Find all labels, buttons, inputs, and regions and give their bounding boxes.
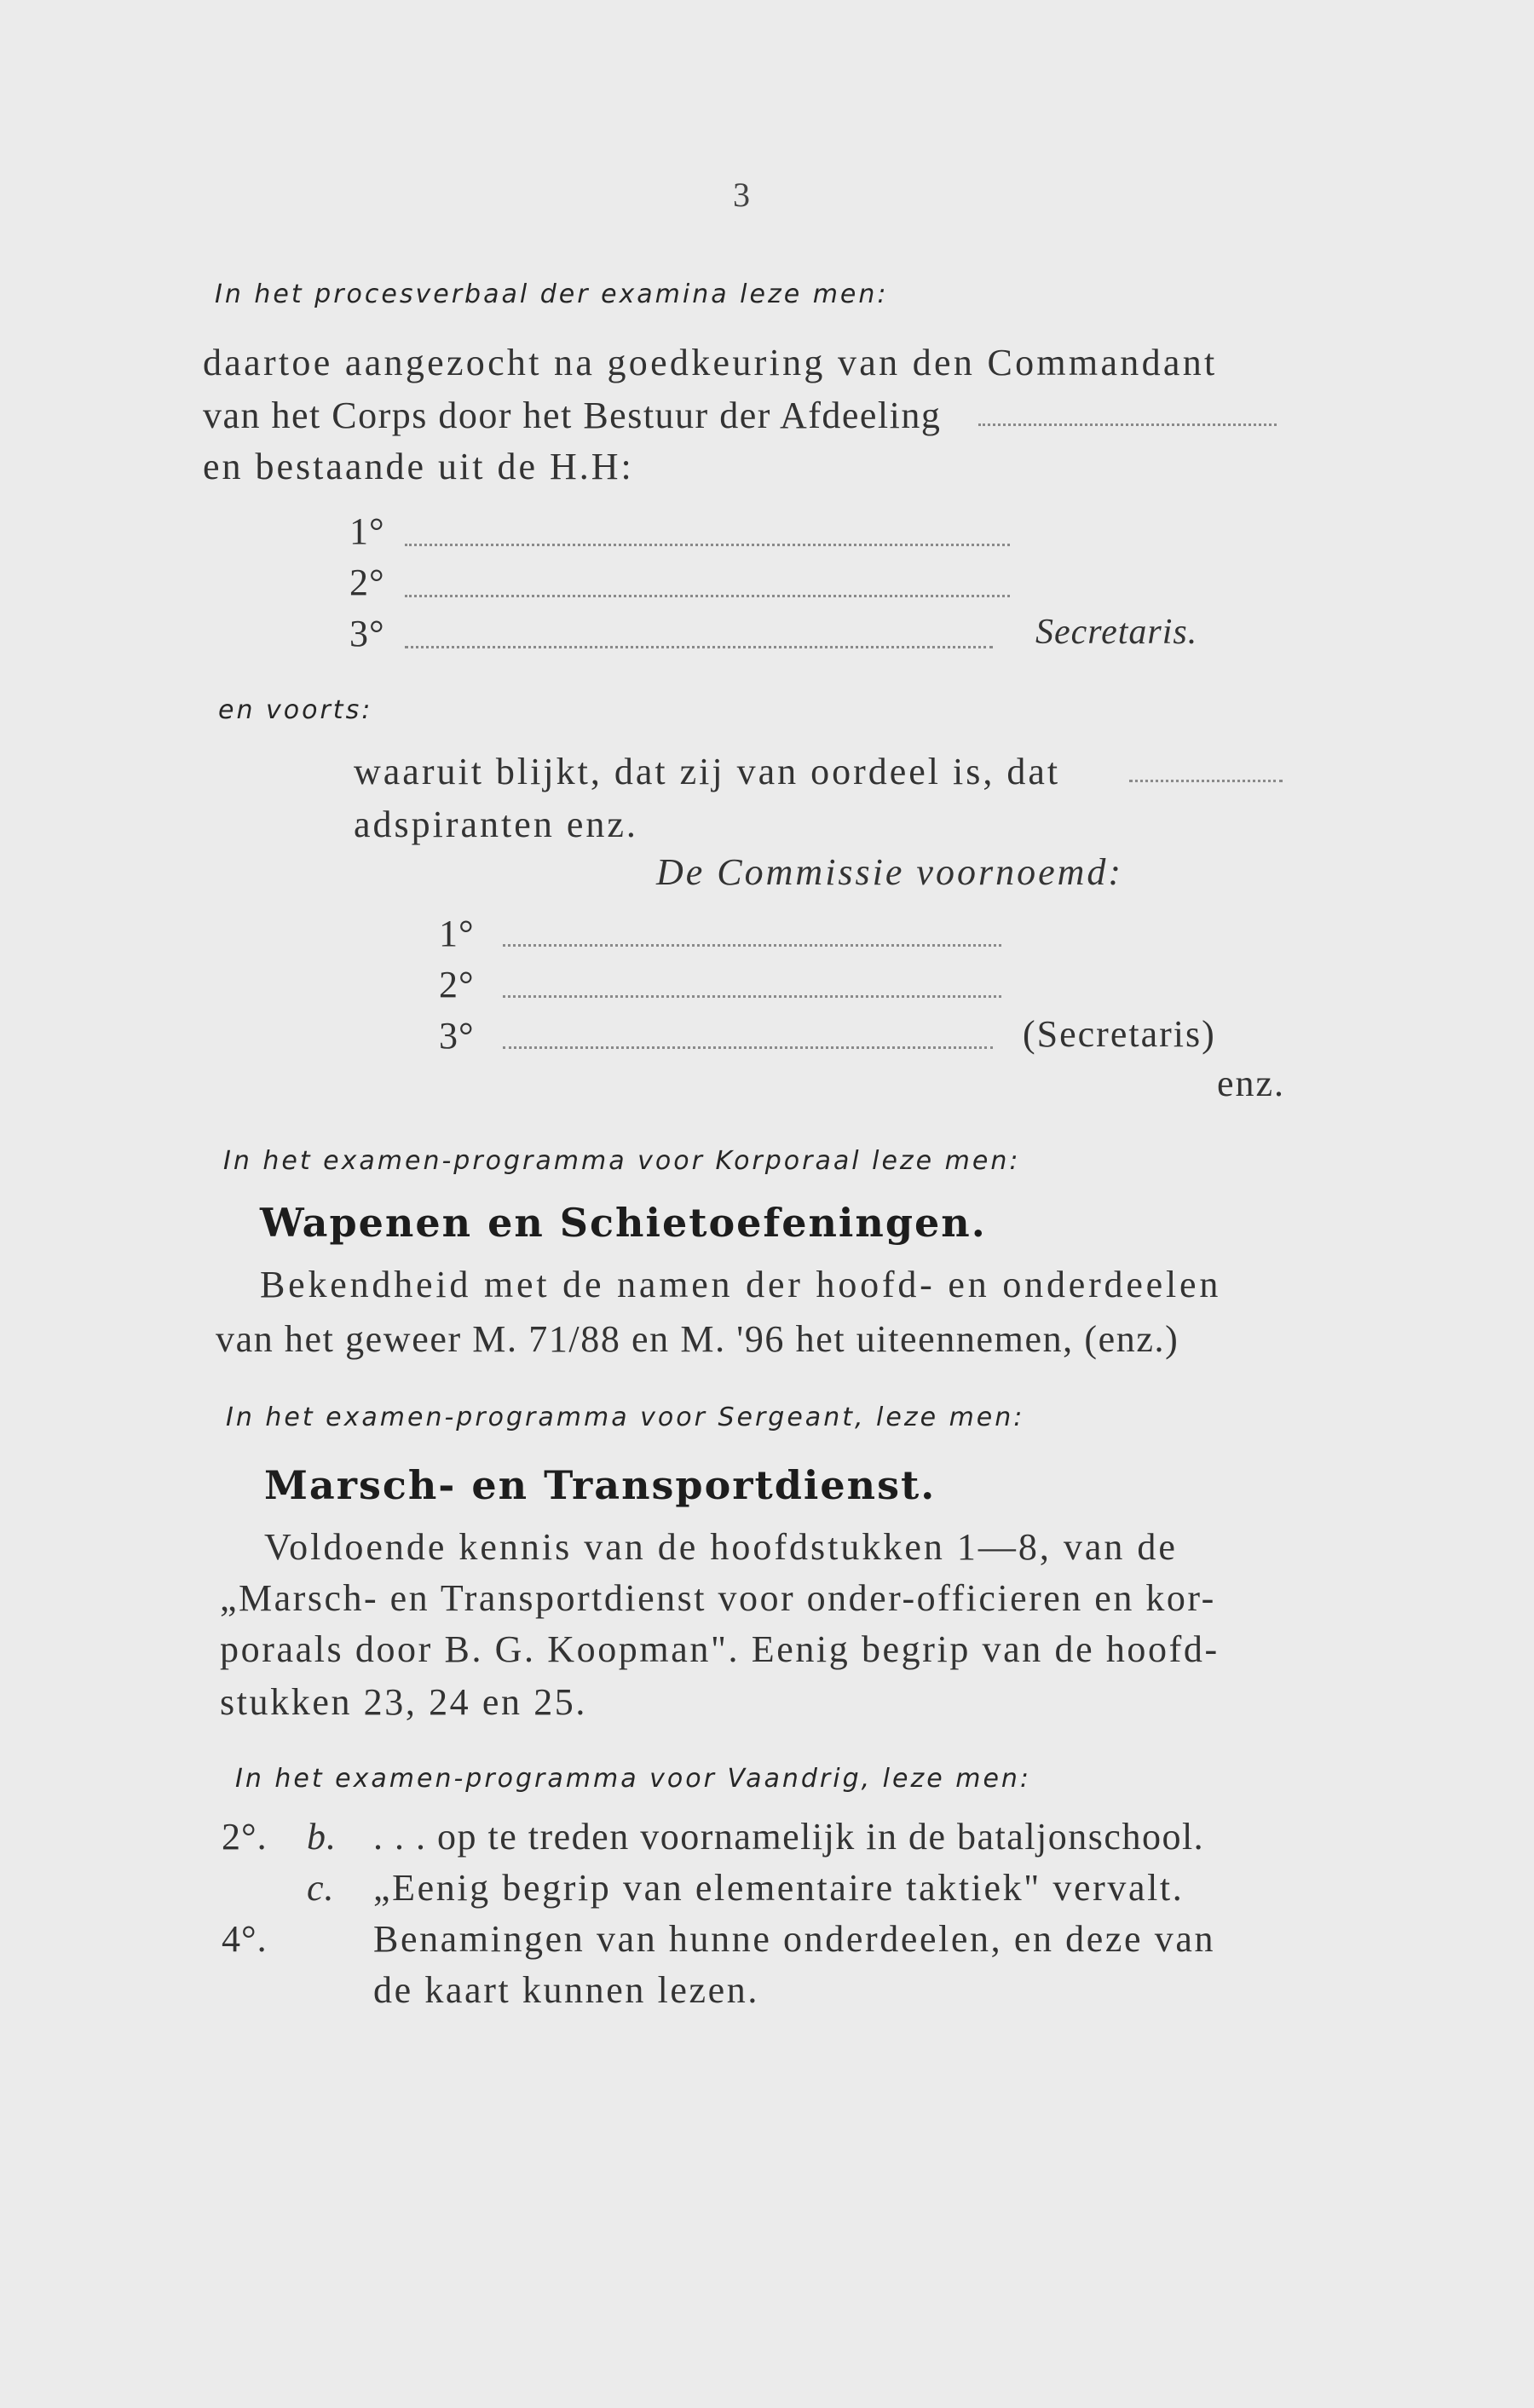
text-line: stukken 23, 24 en 25.: [220, 1681, 588, 1723]
list-number-1: 1°: [439, 913, 475, 954]
dotted-line: [405, 544, 1010, 546]
list-number-3: 3°: [439, 1015, 475, 1057]
note-vaandrig: In het examen-programma voor Vaandrig, leze men:: [235, 1764, 1032, 1794]
note-korporaal: In het examen-programma voor Korporaal leze men:: [223, 1146, 1021, 1176]
text-line: Voldoende kennis van de hoofdstukken 1—8, van de: [264, 1526, 1178, 1568]
dotted-line: [503, 995, 1001, 998]
item-number: 4°.: [222, 1918, 268, 1960]
list-number-1: 1°: [349, 510, 385, 552]
text-line: adspiranten enz.: [354, 804, 638, 845]
text-line: de kaart kunnen lezen.: [373, 1969, 760, 2011]
item-letter: b.: [307, 1816, 337, 1858]
dotted-line: [503, 1046, 993, 1049]
text-line: „Marsch- en Transportdienst voor onder-officieren en kor-: [220, 1577, 1216, 1619]
list-number-2: 2°: [349, 562, 385, 603]
note-en-voorts: en voorts:: [218, 695, 373, 725]
item-letter: c.: [307, 1867, 335, 1909]
list-number-3: 3°: [349, 613, 385, 654]
note-procesverbaal: In het procesverbaal der examina leze men:: [215, 279, 889, 309]
text-line: Bekendheid met de namen der hoofd- en onderdeelen: [260, 1264, 1222, 1305]
text-line: poraals door B. G. Koopman". Eenig begrip van de hoofd-: [220, 1628, 1220, 1670]
list-number-2: 2°: [439, 964, 475, 1005]
text-line: van het geweer M. 71/88 en M. '96 het uiteennemen, (enz.): [216, 1318, 1179, 1360]
dotted-line: [503, 944, 1001, 947]
page-number: 3: [733, 176, 751, 214]
dotted-line: [978, 423, 1277, 426]
text-line: waaruit blijkt, dat zij van oordeel is, dat: [354, 751, 1061, 792]
text-line: „Eenig begrip van elementaire taktiek" vervalt.: [373, 1867, 1185, 1909]
section-heading: Marsch- en Transportdienst.: [264, 1462, 937, 1508]
commissie-label: De Commissie voornoemd:: [656, 851, 1124, 893]
dotted-line: [1129, 780, 1283, 782]
text-line: daartoe aangezocht na goedkeuring van den Commandant: [203, 342, 1218, 383]
text-line: . . . op te treden voornamelijk in de bataljonschool.: [373, 1816, 1205, 1858]
section-heading: Wapenen en Schietoefeningen.: [260, 1200, 987, 1246]
note-sergeant: In het examen-programma voor Sergeant, leze men:: [226, 1403, 1025, 1432]
dotted-line: [405, 646, 993, 648]
enz-label: enz.: [1217, 1063, 1286, 1104]
text-line: en bestaande uit de H.H:: [203, 446, 634, 487]
text-line: Benamingen van hunne onderdeelen, en deze van: [373, 1918, 1216, 1960]
dotted-line: [405, 595, 1010, 597]
secretaris-label: Secretaris.: [1035, 613, 1198, 652]
secretaris-label: (Secretaris): [1023, 1013, 1216, 1055]
item-number: 2°.: [222, 1816, 268, 1858]
text-line: van het Corps door het Bestuur der Afdeeling: [203, 395, 942, 436]
